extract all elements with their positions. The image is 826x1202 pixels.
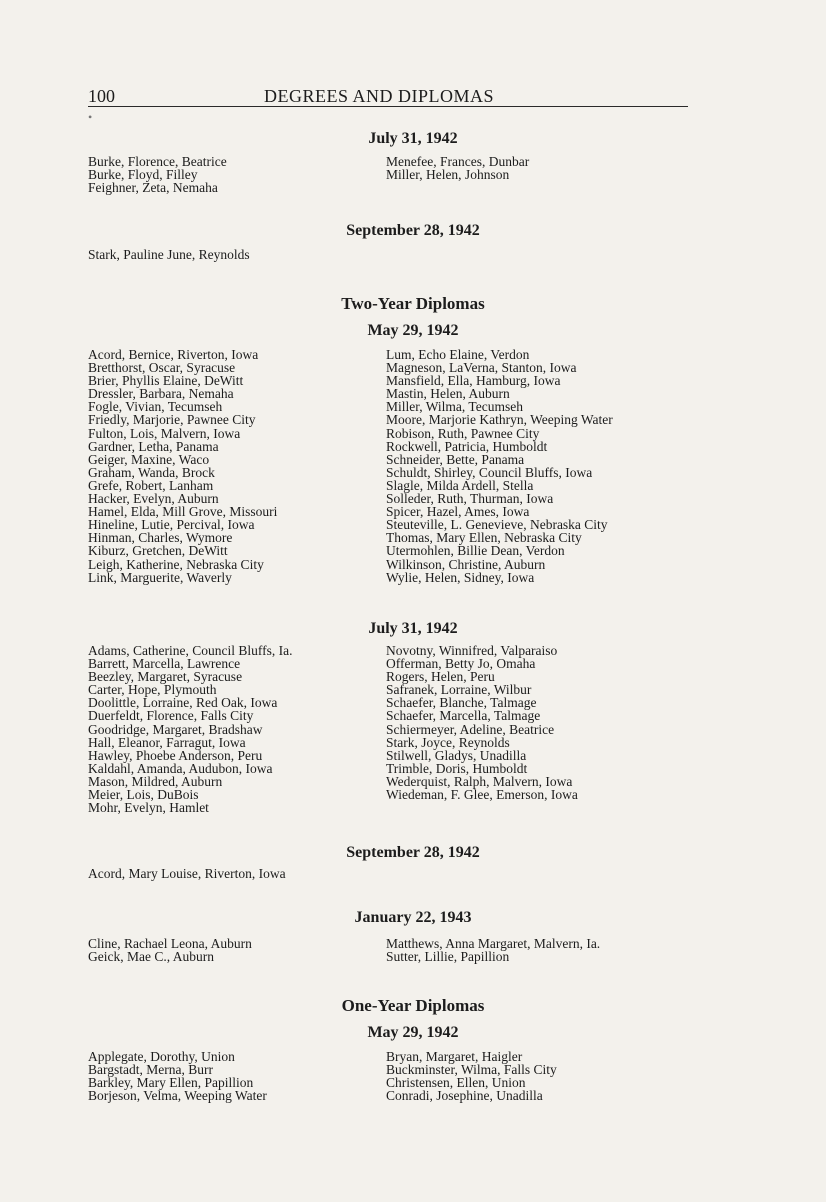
date-heading: January 22, 1943 <box>354 909 472 926</box>
graduate-entry: Slagle, Milda Ardell, Stella <box>386 477 534 493</box>
graduate-entry: Acord, Mary Louise, Riverton, Iowa <box>88 866 286 881</box>
graduate-entry: Duerfeldt, Florence, Falls City <box>88 708 254 724</box>
graduate-entry: Miller, Wilma, Tecumseh <box>386 399 523 415</box>
diploma-category-heading: Two-Year Diplomas <box>341 294 485 313</box>
scan-speck: • <box>88 110 93 124</box>
graduate-entry: Mason, Mildred, Auburn <box>88 773 223 789</box>
graduate-entry: Safranek, Lorraine, Wilbur <box>386 682 532 698</box>
graduate-entry: Bargstadt, Merna, Burr <box>88 1062 213 1078</box>
graduate-entry: Hamel, Elda, Mill Grove, Missouri <box>88 504 278 520</box>
graduate-entry: Thomas, Mary Ellen, Nebraska City <box>386 530 582 546</box>
graduate-entry: Cline, Rachael Leona, Auburn <box>88 936 252 951</box>
date-heading: September 28, 1942 <box>346 222 480 239</box>
graduate-entry: Lum, Echo Elaine, Verdon <box>386 347 530 362</box>
header-rule <box>88 106 688 107</box>
name-list-left <box>88 644 292 814</box>
graduate-entry: Christensen, Ellen, Union <box>386 1075 526 1091</box>
name-list-left <box>88 867 286 880</box>
name-list-left <box>88 348 277 584</box>
graduate-entry: Hacker, Evelyn, Auburn <box>88 491 219 507</box>
date-heading: May 29, 1942 <box>367 322 459 339</box>
graduate-entry: Miller, Helen, Johnson <box>386 167 510 183</box>
graduate-entry: Schuldt, Shirley, Council Bluffs, Iowa <box>386 464 593 480</box>
graduate-entry: Kaldahl, Amanda, Audubon, Iowa <box>88 760 273 776</box>
graduate-entry: Rockwell, Patricia, Humboldt <box>386 438 548 454</box>
name-list-left <box>88 155 227 194</box>
graduate-entry: Hineline, Lutie, Percival, Iowa <box>88 517 255 533</box>
graduate-entry: Goodridge, Margaret, Bradshaw <box>88 721 263 737</box>
graduate-entry: Fulton, Lois, Malvern, Iowa <box>88 425 241 441</box>
graduate-entry: Gardner, Letha, Panama <box>88 438 219 454</box>
graduate-entry: Mohr, Evelyn, Hamlet <box>88 800 209 816</box>
name-list-right <box>386 155 529 181</box>
graduate-entry: Carter, Hope, Plymouth <box>88 682 217 698</box>
page-number: 100 <box>88 86 115 106</box>
graduate-entry: Dressler, Barbara, Nemaha <box>88 386 234 402</box>
graduate-entry: Fogle, Vivian, Tecumseh <box>88 399 223 415</box>
graduate-entry: Graham, Wanda, Brock <box>88 464 215 480</box>
graduate-entry: Spicer, Hazel, Ames, Iowa <box>386 504 530 520</box>
graduate-entry: Wiedeman, F. Glee, Emerson, Iowa <box>386 787 578 803</box>
graduate-entry: Burke, Florence, Beatrice <box>88 154 227 169</box>
graduate-entry: Trimble, Doris, Humboldt <box>386 760 528 776</box>
name-list-right <box>386 348 613 584</box>
graduate-entry: Bryan, Margaret, Haigler <box>386 1049 523 1064</box>
graduate-entry: Wylie, Helen, Sidney, Iowa <box>386 569 535 585</box>
name-list-left <box>88 1050 267 1102</box>
graduate-entry: Link, Marguerite, Waverly <box>88 569 232 585</box>
graduate-entry: Wederquist, Ralph, Malvern, Iowa <box>386 773 573 789</box>
graduate-entry: Kiburz, Gretchen, DeWitt <box>88 543 228 559</box>
graduate-entry: Schneider, Bette, Panama <box>386 451 525 467</box>
graduate-entry: Mansfield, Ella, Hamburg, Iowa <box>386 373 561 389</box>
graduate-entry: Burke, Floyd, Filley <box>88 167 198 183</box>
graduate-entry: Friedly, Marjorie, Pawnee City <box>88 412 256 428</box>
date-heading: May 29, 1942 <box>367 1024 459 1041</box>
graduate-entry: Geick, Mae C., Auburn <box>88 949 214 965</box>
graduate-entry: Utermohlen, Billie Dean, Verdon <box>386 543 565 559</box>
name-list-right <box>386 937 600 963</box>
graduate-entry: Offerman, Betty Jo, Omaha <box>386 656 536 672</box>
date-heading: September 28, 1942 <box>346 844 480 861</box>
graduate-entry: Robison, Ruth, Pawnee City <box>386 425 540 441</box>
graduate-entry: Beezley, Margaret, Syracuse <box>88 669 243 685</box>
graduate-entry: Mastin, Helen, Auburn <box>386 386 510 402</box>
graduate-entry: Schiermeyer, Adeline, Beatrice <box>386 721 555 737</box>
graduate-entry: Solleder, Ruth, Thurman, Iowa <box>386 491 554 507</box>
name-list-right <box>386 1050 557 1102</box>
graduate-entry: Applegate, Dorothy, Union <box>88 1049 235 1064</box>
diploma-category-heading: One-Year Diplomas <box>341 996 485 1015</box>
graduate-entry: Novotny, Winnifred, Valparaiso <box>386 643 558 658</box>
graduate-entry: Adams, Catherine, Council Bluffs, Ia. <box>88 643 293 658</box>
graduate-entry: Magneson, LaVerna, Stanton, Iowa <box>386 360 577 376</box>
graduate-entry: Borjeson, Velma, Weeping Water <box>88 1088 267 1104</box>
graduate-entry: Hall, Eleanor, Farragut, Iowa <box>88 734 246 750</box>
graduate-entry: Meier, Lois, DuBois <box>88 787 199 803</box>
graduate-entry: Bretthorst, Oscar, Syracuse <box>88 360 236 376</box>
graduate-entry: Leigh, Katherine, Nebraska City <box>88 556 264 572</box>
graduate-entry: Hawley, Phoebe Anderson, Peru <box>88 747 263 763</box>
graduate-entry: Hinman, Charles, Wymore <box>88 530 233 546</box>
graduate-entry: Buckminster, Wilma, Falls City <box>386 1062 557 1078</box>
name-list-left <box>88 937 252 963</box>
graduate-entry: Stark, Pauline June, Reynolds <box>88 247 250 262</box>
graduate-entry: Sutter, Lillie, Papillion <box>386 949 510 965</box>
graduate-entry: Rogers, Helen, Peru <box>386 669 495 685</box>
graduate-entry: Feighner, Zeta, Nemaha <box>88 180 218 196</box>
graduate-entry: Conradi, Josephine, Unadilla <box>386 1088 543 1104</box>
graduate-entry: Barkley, Mary Ellen, Papillion <box>88 1075 254 1091</box>
graduate-entry: Schaefer, Blanche, Talmage <box>386 695 537 711</box>
graduate-entry: Moore, Marjorie Kathryn, Weeping Water <box>386 412 613 428</box>
date-heading: July 31, 1942 <box>368 130 458 147</box>
date-heading: July 31, 1942 <box>368 620 458 637</box>
name-list-right <box>386 644 578 801</box>
graduate-entry: Geiger, Maxine, Waco <box>88 451 210 467</box>
graduate-entry: Acord, Bernice, Riverton, Iowa <box>88 347 259 362</box>
running-title: DEGREES AND DIPLOMAS <box>264 86 495 106</box>
graduate-entry: Doolittle, Lorraine, Red Oak, Iowa <box>88 695 278 711</box>
graduate-entry: Steuteville, L. Genevieve, Nebraska City <box>386 517 608 533</box>
graduate-entry: Wilkinson, Christine, Auburn <box>386 556 546 572</box>
graduate-entry: Schaefer, Marcella, Talmage <box>386 708 541 724</box>
graduate-entry: Grefe, Robert, Lanham <box>88 477 214 493</box>
graduate-entry: Brier, Phyllis Elaine, DeWitt <box>88 373 244 389</box>
graduate-entry: Stark, Joyce, Reynolds <box>386 734 510 750</box>
graduate-entry: Barrett, Marcella, Lawrence <box>88 656 241 672</box>
graduate-entry: Stilwell, Gladys, Unadilla <box>386 747 527 763</box>
name-list-left <box>88 248 250 261</box>
graduate-entry: Matthews, Anna Margaret, Malvern, Ia. <box>386 936 601 951</box>
graduate-entry: Menefee, Frances, Dunbar <box>386 154 530 169</box>
